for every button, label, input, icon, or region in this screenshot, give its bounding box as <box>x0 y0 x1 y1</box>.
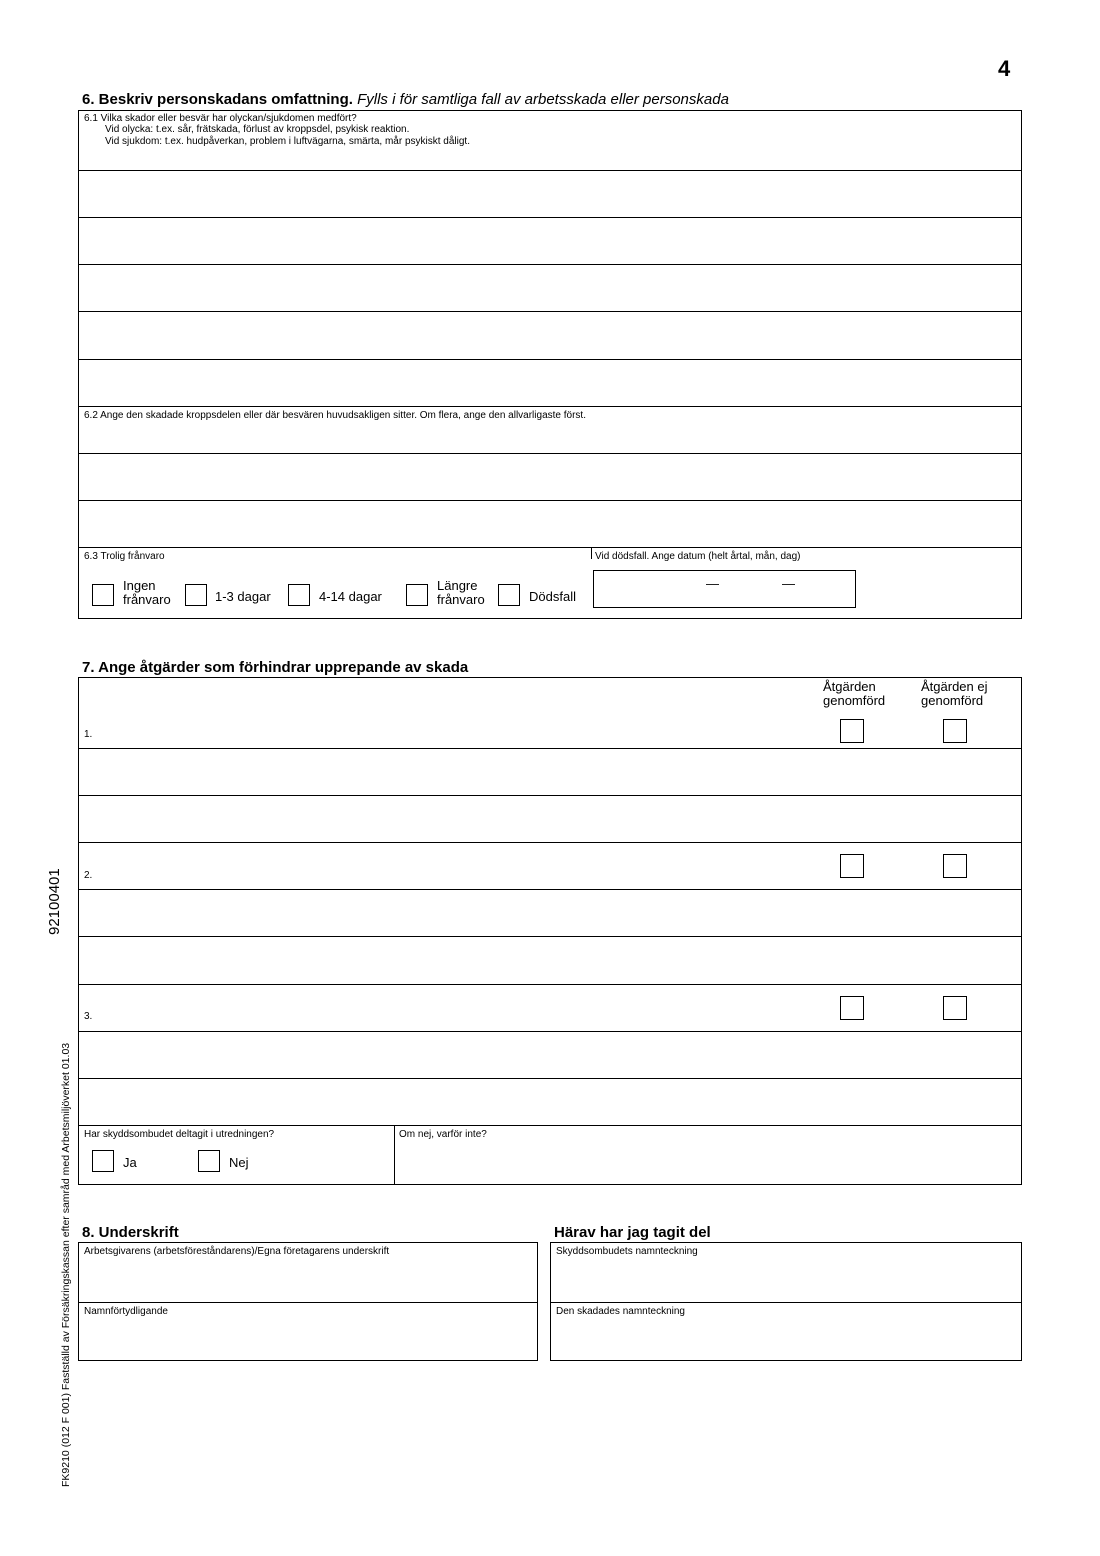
col-notdone-header-2: genomförd <box>921 693 984 708</box>
ombud-ja-label: Ja <box>123 1155 137 1170</box>
option-langre-line2: frånvaro <box>437 592 485 607</box>
q61-olycka-hint: Vid olycka: t.ex. sår, frätskada, förlust av kroppsdel, psykisk reaktion. <box>105 124 410 135</box>
col-done-header-2: genomförd <box>823 693 886 708</box>
q62-top-line <box>79 406 1021 407</box>
date-separator-2: — <box>782 576 795 591</box>
ombud-nej-label: Nej <box>229 1155 249 1170</box>
option-1-3-dagar: 1-3 dagar <box>215 589 271 604</box>
signature-box-left <box>78 1242 538 1361</box>
section7-box <box>78 677 1022 1185</box>
q62-row-line <box>79 453 1021 454</box>
measure-2-label: 2. <box>84 870 93 881</box>
col-notdone-header-1: Åtgärden ej <box>921 679 988 694</box>
name-clarify-label: Namnförtydligande <box>84 1306 168 1317</box>
measure-row-line <box>79 1078 1021 1079</box>
measure-row-line <box>79 1031 1021 1032</box>
section6-title <box>82 91 729 108</box>
checkbox-langre-franvaro[interactable] <box>406 584 428 606</box>
q63-top-line <box>79 547 1021 548</box>
signature-divider <box>79 1302 537 1303</box>
form-number: 92100401 <box>46 868 63 935</box>
section6-box <box>78 110 1022 619</box>
checkbox-4-14-dagar[interactable] <box>288 584 310 606</box>
q61-row-line <box>79 311 1021 312</box>
checkbox-measure3-notdone[interactable] <box>943 996 967 1020</box>
form-side-text: FK9210 (012 F 001) Fastställd av Försäkringskassan efter samråd med Arbetsmiljöverket 01.03 <box>60 1042 72 1487</box>
section6-title-text: 6. Beskriv personskadans omfattning. <box>82 91 353 108</box>
checkbox-measure2-notdone[interactable] <box>943 854 967 878</box>
checkbox-measure2-done[interactable] <box>840 854 864 878</box>
measure-row-line <box>79 842 1021 843</box>
option-ingen-line1: Ingen <box>123 578 156 593</box>
q61-row-line <box>79 217 1021 218</box>
measure-row-line <box>79 795 1021 796</box>
q61-sjukdom-hint: Vid sjukdom: t.ex. hudpåverkan, problem i luftvägarna, smärta, mår psykiskt dåligt. <box>105 136 470 147</box>
death-date-label: Vid dödsfall. Ange datum (helt årtal, mån, dag) <box>595 551 801 562</box>
checkbox-ombud-nej[interactable] <box>198 1150 220 1172</box>
date-separator-1: — <box>706 576 719 591</box>
death-date-field[interactable] <box>593 570 856 608</box>
q61-row-line <box>79 359 1021 360</box>
employer-sign-label: Arbetsgivarens (arbetsföreståndarens)/Egna företagarens underskrift <box>84 1246 390 1257</box>
q63-divider <box>591 547 592 559</box>
why-not-label: Om nej, varför inte? <box>399 1129 487 1140</box>
checkbox-ombud-ja[interactable] <box>92 1150 114 1172</box>
injured-sign-label: Den skadades namnteckning <box>556 1306 685 1317</box>
checkbox-measure3-done[interactable] <box>840 996 864 1020</box>
measure-row-line <box>79 984 1021 985</box>
checkbox-measure1-notdone[interactable] <box>943 719 967 743</box>
q61-row-line <box>79 264 1021 265</box>
option-4-14-dagar: 4-14 dagar <box>319 589 382 604</box>
ombud-sign-label: Skyddsombudets namnteckning <box>556 1246 698 1257</box>
ombud-question: Har skyddsombudet deltagit i utredningen? <box>84 1129 275 1140</box>
section7-title: 7. Ange åtgärder som förhindrar upprepande av skada <box>82 659 469 676</box>
signature-box-right <box>550 1242 1022 1361</box>
option-ingen-line2: frånvaro <box>123 592 171 607</box>
option-langre-line1: Längre <box>437 578 478 593</box>
col-done-header-1: Åtgärden <box>823 679 876 694</box>
measure-3-label: 3. <box>84 1011 93 1022</box>
q61-row-line <box>79 170 1021 171</box>
signature-divider <box>551 1302 1021 1303</box>
ack-title: Härav har jag tagit del <box>554 1224 711 1241</box>
ombud-top-line <box>79 1125 1021 1126</box>
measure-row-line <box>79 748 1021 749</box>
q62-row-line <box>79 500 1021 501</box>
ombud-divider <box>394 1125 395 1184</box>
option-dodsfall: Dödsfall <box>529 589 576 604</box>
measure-row-line <box>79 936 1021 937</box>
page-number: 4 <box>998 56 1011 81</box>
checkbox-1-3-dagar[interactable] <box>185 584 207 606</box>
checkbox-ingen-franvaro[interactable] <box>92 584 114 606</box>
q61-label: 6.1 Vilka skador eller besvär har olyckan/sjukdomen medfört? <box>84 113 357 124</box>
checkbox-dodsfall[interactable] <box>498 584 520 606</box>
section6-note: Fylls i för samtliga fall av arbetsskada eller personskada <box>357 91 729 108</box>
checkbox-measure1-done[interactable] <box>840 719 864 743</box>
q63-label: 6.3 Trolig frånvaro <box>84 551 165 562</box>
q62-label: 6.2 Ange den skadade kroppsdelen eller där besvären huvudsakligen sitter. Om flera, ange den allvarligaste först. <box>84 410 586 421</box>
measure-row-line <box>79 889 1021 890</box>
section8-title: 8. Underskrift <box>82 1224 179 1241</box>
measure-1-label: 1. <box>84 729 93 740</box>
